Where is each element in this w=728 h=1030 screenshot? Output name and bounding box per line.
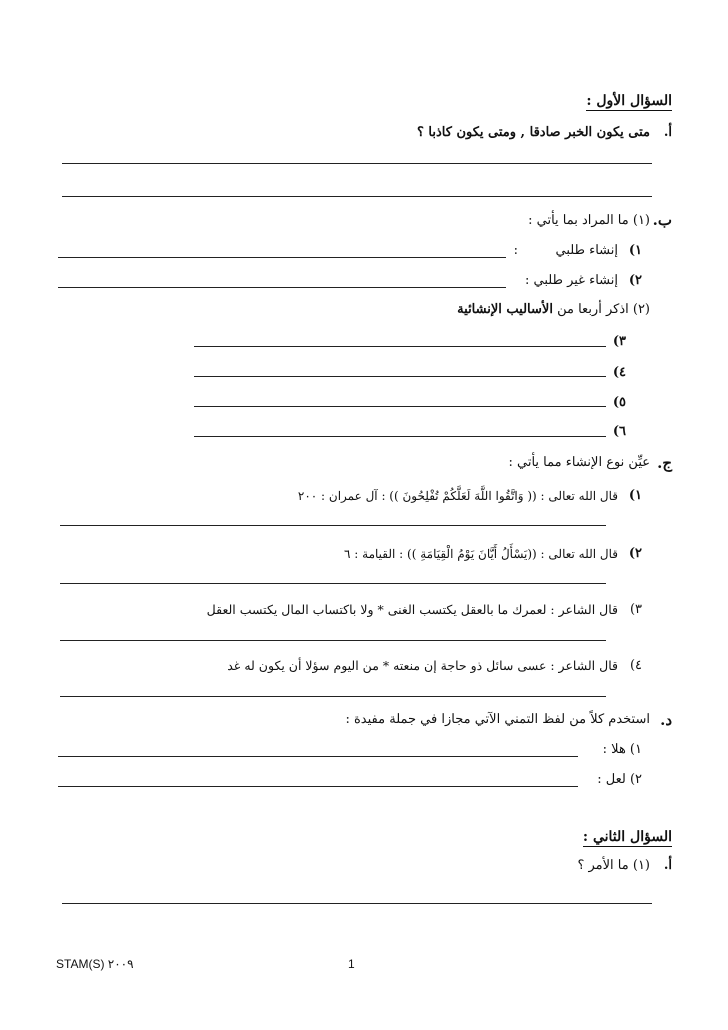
answer-line xyxy=(60,583,606,584)
answer-line xyxy=(58,756,578,757)
answer-line xyxy=(60,525,606,526)
list-number: ٤) xyxy=(629,658,642,673)
page-number: 1 xyxy=(348,957,355,971)
particle-item: ١) هلا : xyxy=(602,742,642,757)
section2-part-a-question: (١) ما الأمر ؟ xyxy=(577,858,650,873)
definition-label: إنشاء غير طلبي : xyxy=(525,273,618,288)
list-number: ٦) xyxy=(612,424,626,439)
answer-line xyxy=(60,640,606,641)
list-number: ١) xyxy=(628,243,642,258)
list-number: ٥) xyxy=(612,395,626,410)
section2-part-a-marker: أ. xyxy=(663,858,672,873)
list-number: ٢) xyxy=(628,273,642,288)
definition-label: إنشاء طلبي xyxy=(555,243,618,258)
answer-line xyxy=(194,346,606,347)
part-a-marker: أ. xyxy=(663,125,672,140)
part-b-marker: ب. xyxy=(652,211,672,229)
quote-text: قال الله تعالى : (( وَاتَّقُوا اللَّهَ لَعَلَّكُمْ تُفْلِحُونَ )) : آل عمران : ٢٠٠ xyxy=(297,489,618,503)
part-d-marker: د. xyxy=(660,711,672,729)
part-c-question: عيِّن نوع الإنشاء مما يأتي : xyxy=(508,455,650,470)
section2-heading: السؤال الثاني : xyxy=(582,829,672,845)
answer-line xyxy=(62,163,652,164)
part-b-question-1: (١) ما المراد بما يأتي : xyxy=(528,213,650,228)
part-d-question: استخدم كلاً من لفظ التمني الآتي مجازا في جملة مفيدة : xyxy=(345,712,650,727)
answer-line xyxy=(194,406,606,407)
list-number: ٤) xyxy=(612,365,626,380)
answer-line xyxy=(58,786,578,787)
question-bold-term: الأساليب الإنشائية xyxy=(457,302,553,317)
definition-colon: : xyxy=(513,243,518,258)
quote-text: قال الله تعالى : ((يَسْأَلُ أَيَّانَ يَوْمُ الْقِيَامَةِ )) : القيامة : ٦ xyxy=(344,547,618,561)
answer-line xyxy=(58,257,506,258)
answer-line xyxy=(58,287,506,288)
list-number: ٣) xyxy=(612,334,626,349)
section1-heading: السؤال الأول : xyxy=(586,93,672,109)
part-c-marker: ج. xyxy=(657,454,672,472)
answer-line xyxy=(62,196,652,197)
poetry-text: قال الشاعر : عسى سائل ذو حاجة إن منعته * من اليوم سؤلا أن يكون له غد xyxy=(227,658,618,673)
footer-exam-code: STAM(S) ٢٠٠٩ xyxy=(56,957,134,971)
question-text: (٢) اذكر أربعا من xyxy=(557,302,650,317)
part-a-question: متى يكون الخبر صادقا , ومتى يكون كاذبا ؟ xyxy=(416,125,650,140)
part-b-question-2 xyxy=(457,301,650,319)
answer-line xyxy=(194,436,606,437)
poetry-text: قال الشاعر : لعمرك ما بالعقل يكتسب الغنى * ولا باكتساب المال يكتسب العقل xyxy=(206,602,618,617)
list-number: ٣) xyxy=(629,602,642,617)
particle-item: ٢) لعل : xyxy=(597,772,642,787)
answer-line xyxy=(60,696,606,697)
answer-line xyxy=(194,376,606,377)
answer-line xyxy=(62,903,652,904)
list-number: ٢) xyxy=(628,546,642,561)
list-number: ١) xyxy=(628,488,642,503)
